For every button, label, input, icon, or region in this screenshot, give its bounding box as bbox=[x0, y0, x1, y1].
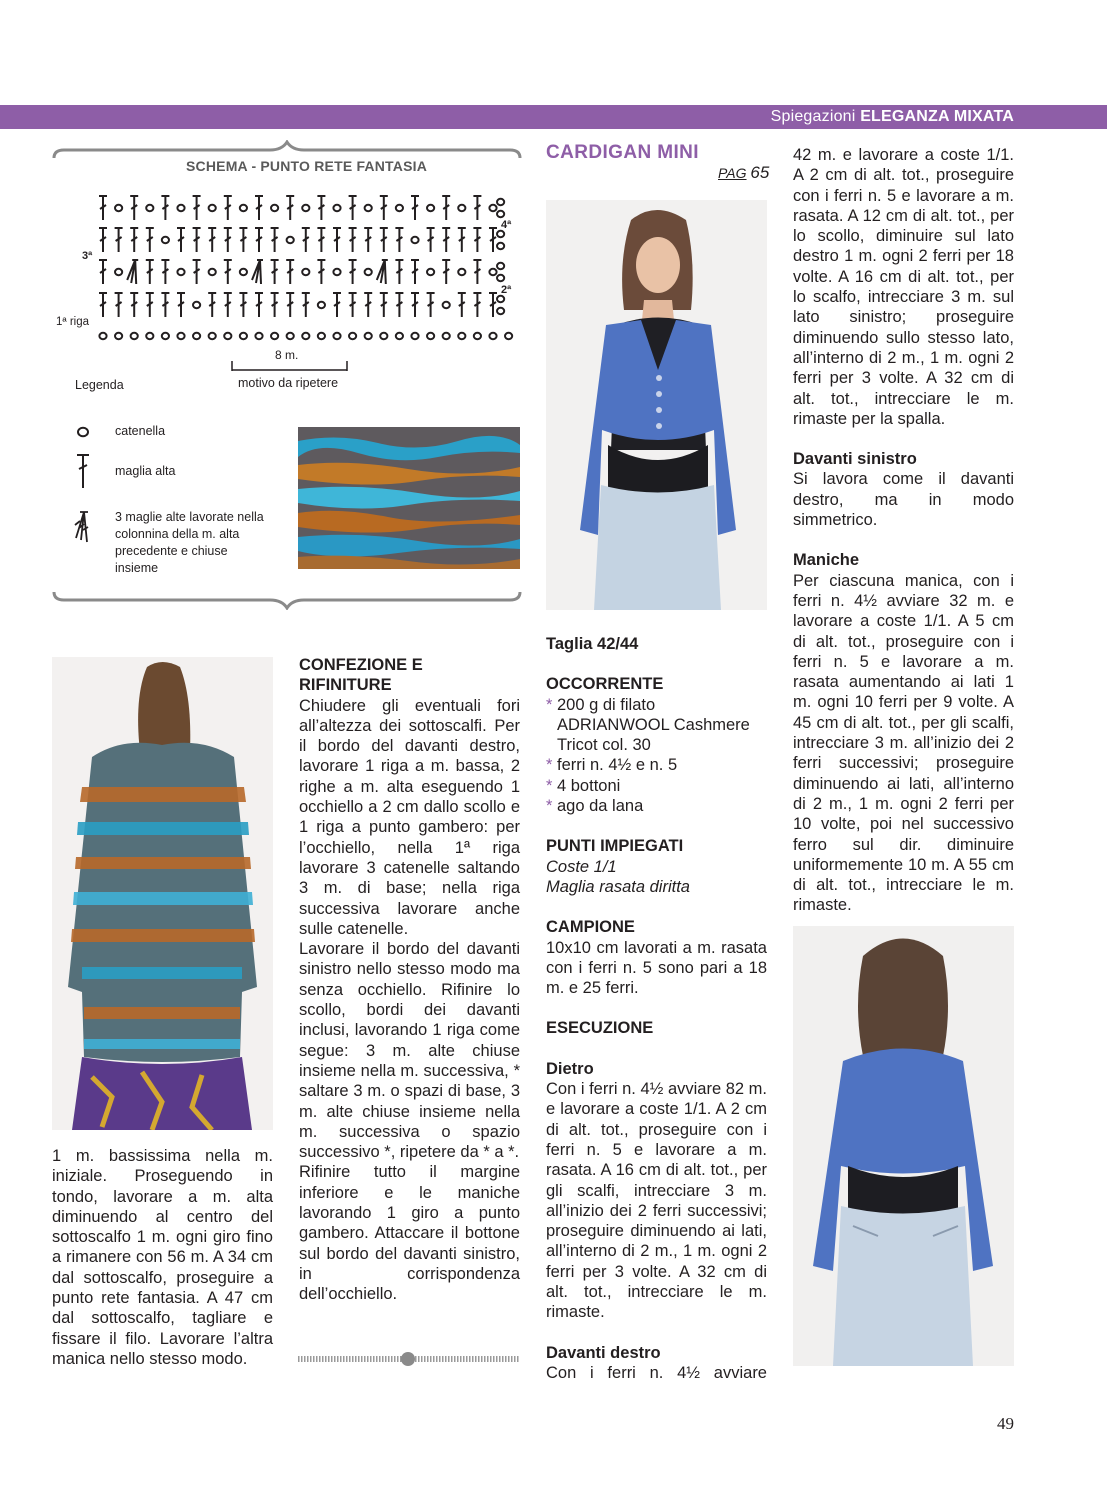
chart-chain bbox=[209, 333, 216, 339]
chart-chain bbox=[333, 333, 340, 339]
chart-chain bbox=[497, 243, 504, 249]
material-item: * ago da lana bbox=[546, 797, 644, 816]
row-label-3: 3ª bbox=[82, 250, 93, 262]
chart-double-crochet bbox=[286, 196, 294, 220]
chart-chain bbox=[349, 333, 356, 339]
chart-double-crochet bbox=[380, 196, 388, 220]
dietro-heading: Dietro bbox=[546, 1059, 594, 1078]
chart-chain bbox=[443, 333, 450, 339]
chart-chain bbox=[131, 333, 138, 339]
material-item: * 4 bottoni bbox=[546, 776, 621, 795]
chart-chain bbox=[302, 269, 309, 275]
chart-chain bbox=[209, 205, 216, 211]
chart-double-crochet bbox=[224, 293, 232, 317]
chart-chain bbox=[255, 333, 262, 339]
chart-cluster bbox=[377, 260, 388, 284]
chart-chain bbox=[318, 333, 325, 339]
chart-double-crochet bbox=[255, 196, 263, 220]
chart-chain bbox=[497, 275, 504, 281]
swatch-photo bbox=[298, 427, 520, 569]
chart-double-crochet bbox=[489, 293, 497, 317]
double-crochet-icon bbox=[74, 452, 94, 492]
chart-double-crochet bbox=[286, 260, 294, 284]
chart-chain bbox=[224, 333, 231, 339]
chart-double-crochet bbox=[411, 196, 419, 220]
chart-double-crochet bbox=[317, 196, 325, 220]
chart-chain bbox=[427, 333, 434, 339]
chart-double-crochet bbox=[161, 293, 169, 317]
campione-text: 10x10 cm lavorati a m. rasata con i ferri n. 5 sono pari a 18 m. e 25 ferri. bbox=[546, 938, 767, 998]
chart-chain bbox=[489, 205, 496, 211]
chart-double-crochet bbox=[177, 228, 185, 252]
chart-double-crochet bbox=[442, 228, 450, 252]
chart-chain bbox=[497, 231, 504, 237]
header-title: ELEGANZA MIXATA bbox=[860, 108, 1014, 125]
col3-text bbox=[546, 634, 767, 1383]
chart-double-crochet bbox=[458, 293, 466, 317]
cardigan-front-image bbox=[546, 200, 767, 610]
material-item: * ferri n. 4½ e n. 5 bbox=[546, 756, 678, 775]
chart-chain bbox=[302, 205, 309, 211]
chart-double-crochet bbox=[224, 196, 232, 220]
chart-double-crochet bbox=[411, 293, 419, 317]
chart-double-crochet bbox=[395, 260, 403, 284]
chart-double-crochet bbox=[271, 293, 279, 317]
row-label-1: 1ª riga bbox=[56, 316, 90, 328]
dietro-text: Con i ferri n. 4½ avviare 82 m. e lavorare a coste 1/1. A 2 cm di alt. tot., proseguire con i ferri n. 5 e lavorare a m. rasata. A 16 cm di alt. tot., per gli scalfi, intrecciare 3 m. all’inizio dei 2 ferri successivi; proseguire diminuendo ai lati, all’interno di 2 m., 1 m. ogni 2 ferri per 3 volte. A 32 cm di alt. tot., intrecciare le m. rimaste. bbox=[546, 1080, 768, 1322]
confezione-p1: Chiudere gli eventuali fori all’altezza dei sottoscalfi. Per il bordo del davanti destro, lavorare 1 riga a m. bassa, 2 righe a m. alta eseguendo 1 occhiello a 2 cm dallo scollo e 1 riga a punto gambero: per l’occhiello, nella 1ª riga lavorare 3 catenelle saltando 3 m. di base; nella riga successiva lavorare anche sulle catenelle. bbox=[299, 696, 520, 938]
chart-chain bbox=[505, 333, 512, 339]
chart-double-crochet bbox=[458, 228, 466, 252]
chart-double-crochet bbox=[473, 228, 481, 252]
chart-double-crochet bbox=[489, 228, 497, 252]
cardigan-front-photo bbox=[546, 200, 767, 610]
chart-double-crochet bbox=[130, 293, 138, 317]
chart-double-crochet bbox=[427, 293, 435, 317]
page-number: 49 bbox=[997, 1414, 1014, 1433]
col4-text bbox=[793, 145, 1014, 916]
chart-chain bbox=[271, 205, 278, 211]
materials-list bbox=[546, 695, 767, 817]
chart-chain bbox=[365, 205, 372, 211]
cluster-icon bbox=[70, 508, 98, 548]
punto-1: Coste 1/1 bbox=[546, 857, 617, 876]
chart-double-crochet bbox=[146, 260, 154, 284]
chart-chain bbox=[427, 205, 434, 211]
chart-double-crochet bbox=[115, 293, 123, 317]
chart-double-crochet bbox=[130, 228, 138, 252]
maniche-heading: Maniche bbox=[793, 551, 860, 570]
chart-double-crochet bbox=[302, 293, 310, 317]
chart-double-crochet bbox=[442, 260, 450, 284]
striped-cardigan-image bbox=[52, 657, 273, 1130]
chart-chain bbox=[396, 205, 403, 211]
chart-chain bbox=[193, 333, 200, 339]
legend-chain-text: catenella bbox=[115, 424, 166, 438]
chart-chain bbox=[474, 333, 481, 339]
chart-chain bbox=[271, 333, 278, 339]
chart-chain bbox=[115, 333, 122, 339]
end-marker bbox=[298, 1352, 520, 1366]
size-label: Taglia 42/44 bbox=[546, 635, 639, 653]
chart-cluster bbox=[127, 260, 138, 284]
row-label-4: 4ª bbox=[501, 219, 512, 231]
chart-chain bbox=[240, 205, 247, 211]
chart-double-crochet bbox=[193, 260, 201, 284]
striped-cardigan-photo bbox=[52, 657, 273, 1130]
davanti-destro-heading: Davanti destro bbox=[546, 1343, 661, 1362]
chart-chain bbox=[489, 333, 496, 339]
chart-double-crochet bbox=[130, 196, 138, 220]
chart-chain bbox=[177, 205, 184, 211]
page-ref-label: PAG bbox=[718, 165, 747, 181]
maniche-text: Per ciascuna manica, con i ferri n. 4½ avviare 32 m. e lavorare a coste 1/1. A 5 cm di alt. tot., proseguire con i ferri n. 5 e lavorare a m. rasata aumentando ai lati 1 m. ogni 10 ferri per 9 volte. A 45 cm di alt. tot., per gli scalfi, intrecciare 3 m. all’inizio dei 2 ferri successivi; proseguire diminuendo ai lati, all’interno di 2 m., 1 m. ogni 2 ferri per 10 volte, poi nel successivo ferro sul dir. diminuire uniformemente 10 m. A 55 cm di alt. tot., intrecciare le m. rimaste. bbox=[793, 571, 1014, 915]
cardigan-back-photo bbox=[793, 926, 1014, 1366]
cardigan-back-image bbox=[793, 926, 1014, 1366]
confezione-heading: CONFEZIONE E RIFINITURE bbox=[299, 656, 423, 695]
chart-double-crochet bbox=[99, 196, 107, 220]
chart-double-crochet bbox=[317, 260, 325, 284]
esecuzione-heading: ESECUZIONE bbox=[546, 1019, 654, 1038]
chart-double-crochet bbox=[333, 293, 341, 317]
repeat-caption: motivo da ripetere bbox=[238, 376, 339, 390]
chart-double-crochet bbox=[333, 228, 341, 252]
chart-double-crochet bbox=[473, 196, 481, 220]
davanti-sinistro-text: Si lavora come il davanti destro, ma in modo simmetrico. bbox=[793, 470, 1014, 530]
chart-double-crochet bbox=[364, 293, 372, 317]
chart-double-crochet bbox=[115, 228, 123, 252]
punto-2: Maglia rasata diritta bbox=[546, 877, 690, 896]
chain-icon bbox=[74, 423, 94, 443]
chart-chain bbox=[287, 333, 294, 339]
chart-double-crochet bbox=[255, 293, 263, 317]
chart-double-crochet bbox=[224, 260, 232, 284]
chart-chain bbox=[458, 333, 465, 339]
chart-double-crochet bbox=[208, 228, 216, 252]
chart-cluster bbox=[252, 260, 263, 284]
chart-double-crochet bbox=[411, 260, 419, 284]
swatch-image bbox=[298, 427, 520, 569]
chart-double-crochet bbox=[395, 293, 403, 317]
chart-chain bbox=[177, 269, 184, 275]
chart-double-crochet bbox=[161, 196, 169, 220]
chart-double-crochet bbox=[286, 293, 294, 317]
chart-double-crochet bbox=[146, 293, 154, 317]
chart-chain bbox=[146, 333, 153, 339]
chart-double-crochet bbox=[349, 228, 357, 252]
chart-chain bbox=[443, 302, 450, 308]
occorrente-heading: OCCORRENTE bbox=[546, 675, 664, 694]
chart-chain bbox=[458, 205, 465, 211]
davanti-sinistro-heading: Davanti sinistro bbox=[793, 450, 917, 469]
col2-confezione bbox=[299, 655, 520, 1305]
chart-double-crochet bbox=[473, 293, 481, 317]
page-ref-number: 65 bbox=[750, 163, 770, 182]
running-header bbox=[771, 108, 1014, 126]
punti-heading: PUNTI IMPIEGATI bbox=[546, 837, 684, 856]
chart-double-crochet bbox=[193, 228, 201, 252]
chart-double-crochet bbox=[99, 293, 107, 317]
chart-chain bbox=[489, 269, 496, 275]
chart-chain bbox=[193, 302, 200, 308]
chart-chain bbox=[411, 237, 418, 243]
chart-chain bbox=[427, 269, 434, 275]
chart-chain bbox=[365, 333, 372, 339]
chart-chain bbox=[162, 333, 169, 339]
legend-cluster-text: 3 maglie alte lavorate nella colonnina della m. alta precedente e chiuse insieme bbox=[115, 510, 264, 575]
chart-double-crochet bbox=[146, 228, 154, 252]
chart-double-crochet bbox=[99, 228, 107, 252]
chart-double-crochet bbox=[380, 293, 388, 317]
chart-double-crochet bbox=[302, 228, 310, 252]
chart-double-crochet bbox=[473, 260, 481, 284]
chart-chain bbox=[240, 269, 247, 275]
section-title: CARDIGAN MINI bbox=[546, 142, 699, 163]
chart-double-crochet bbox=[161, 260, 169, 284]
chart-chain bbox=[497, 211, 504, 217]
chart-double-crochet bbox=[442, 196, 450, 220]
chart-chain bbox=[318, 302, 325, 308]
davanti-destro-cont: 42 m. e lavorare a coste 1/1. A 2 cm di alt. tot., proseguire con i ferri n. 5 e lavorare a m. rasata. A 12 cm di alt. tot., per lo scollo, diminuire sul lato destro 1 m. ogni 2 ferri per 18 volte. A 16 cm di alt. tot., per lo scalfo, intrecciare 3 m. sul lato sinistro; proseguire diminuendo sullo stesso lato, all’interno di 2 m., 1 m. ogni 2 ferri per 3 volte. A 32 cm di alt. tot., intrecciare le m. rimaste per la spalla. bbox=[793, 146, 1014, 428]
chart-chain bbox=[497, 296, 504, 302]
page-ref bbox=[718, 163, 769, 183]
chart-double-crochet bbox=[271, 228, 279, 252]
chart-double-crochet bbox=[255, 228, 263, 252]
chart-chain bbox=[497, 308, 504, 314]
chart-chain bbox=[162, 237, 169, 243]
row-label-2: 2ª bbox=[501, 284, 512, 296]
chart-chain bbox=[458, 269, 465, 275]
legend-title: Legenda bbox=[75, 378, 124, 392]
chart-double-crochet bbox=[208, 293, 216, 317]
chart-chain bbox=[380, 333, 387, 339]
chart-chain bbox=[177, 333, 184, 339]
chart-chain bbox=[396, 333, 403, 339]
chart-chain bbox=[209, 269, 216, 275]
chart-double-crochet bbox=[380, 228, 388, 252]
confezione-p2: Lavorare il bordo del davanti sinistro nello stesso modo ma senza occhiello. Rifinire lo scollo, bordi dei davanti inclusi, lavorando 1 riga come segue: 3 m. alte chiuse insieme nella m. successiva, * saltare 3 m. o spazi di base, 3 m. alte chiuse insieme nella m. successiva o spazio successivo *, ripetere da * a *. bbox=[299, 940, 520, 1162]
campione-heading: CAMPIONE bbox=[546, 918, 635, 937]
chart-chain bbox=[333, 205, 340, 211]
chart-double-crochet bbox=[99, 260, 107, 284]
chart-double-crochet bbox=[271, 260, 279, 284]
crochet-chart bbox=[95, 195, 515, 350]
chart-double-crochet bbox=[317, 228, 325, 252]
chart-chain bbox=[99, 333, 106, 339]
chart-chain bbox=[333, 269, 340, 275]
chart-double-crochet bbox=[239, 293, 247, 317]
chart-double-crochet bbox=[349, 260, 357, 284]
chart-chain bbox=[497, 263, 504, 269]
confezione-p3: Rifinire tutto il margine inferiore e le maniche lavorando 1 giro a punto gambero. Attaccare il bottone sul bordo del davanti sinistro, in corrispondenza dell’occhiello. bbox=[299, 1163, 520, 1304]
chart-double-crochet bbox=[349, 293, 357, 317]
chart-double-crochet bbox=[427, 228, 435, 252]
chart-chain bbox=[240, 333, 247, 339]
header-prefix: Spiegazioni bbox=[770, 108, 856, 125]
chart-double-crochet bbox=[239, 228, 247, 252]
chart-chain bbox=[115, 205, 122, 211]
chart-double-crochet bbox=[224, 228, 232, 252]
chart-double-crochet bbox=[349, 196, 357, 220]
chart-double-crochet bbox=[364, 228, 372, 252]
chart-chain bbox=[115, 269, 122, 275]
chart-chain bbox=[497, 199, 504, 205]
chart-double-crochet bbox=[193, 196, 201, 220]
chart-chain bbox=[287, 237, 294, 243]
davanti-destro-start: Con i ferri n. 4½ avviare bbox=[546, 1363, 767, 1382]
col1-text: 1 m. bassissima nella m. iniziale. Proseguendo in tondo, lavorare a m. alta diminuendo al centro del sottoscalfo 1 m. ogni giro fino a rimanere con 56 m. A 34 cm dal sottoscalfo, proseguire a punto rete fantasia. A 47 cm dal sottoscalfo, tagliare e fissare il filo. Lavorare l’altra manica nello stesso modo. bbox=[52, 1147, 273, 1368]
chart-double-crochet bbox=[395, 228, 403, 252]
schema-title: SCHEMA - PUNTO RETE FANTASIA bbox=[186, 158, 428, 174]
chart-chain bbox=[146, 205, 153, 211]
chart-double-crochet bbox=[177, 293, 185, 317]
chart-chain bbox=[302, 333, 309, 339]
repeat-label: 8 m. bbox=[275, 348, 299, 362]
chart-chain bbox=[411, 333, 418, 339]
legend-dc-text: maglia alta bbox=[115, 464, 176, 478]
chart-chain bbox=[365, 269, 372, 275]
material-item: * 200 g di filato ADRIANWOOL Cashmere Tricot col. 30 bbox=[546, 695, 750, 755]
